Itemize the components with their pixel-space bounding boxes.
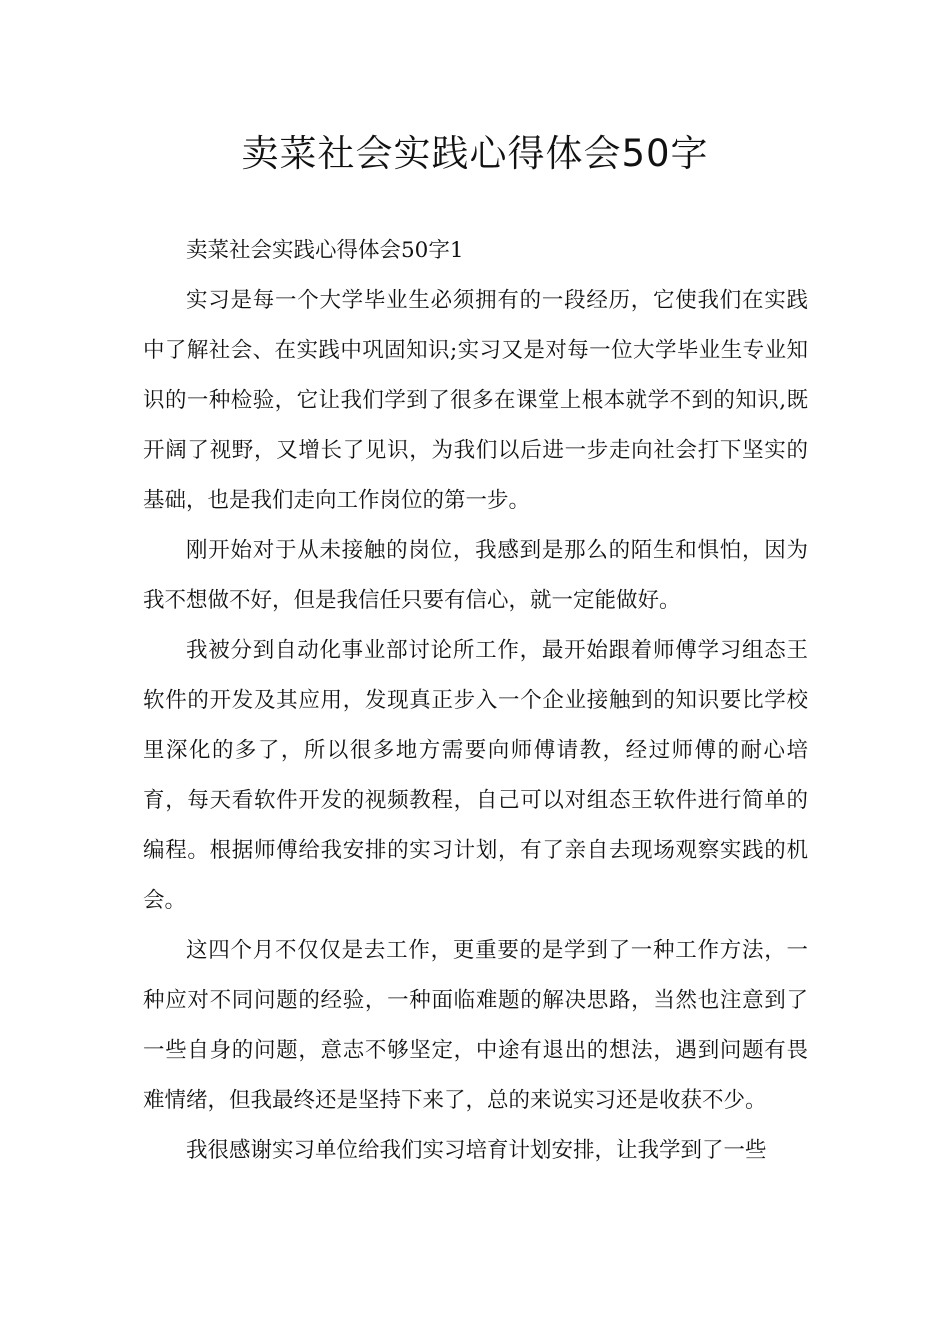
document-title: 卖菜社会实践心得体会50字 bbox=[241, 132, 709, 175]
body-paragraph-3: 我被分到自动化事业部讨论所工作，最开始跟着师傅学习组态王软件的开发及其应用，发现真正步入一个企业接触到的知识要比学校里深化的多了，所以很多地方需要向师傅请教，经过师傅的耐心培育，每天看软件开发的视频教程，自己可以对组态王软件进行简单的编程。根据师傅给我安排的实习计划，有了亲自去现场观察实践的机会。 bbox=[143, 638, 808, 913]
body-paragraph-2: 刚开始对于从未接触的岗位，我感到是那么的陌生和惧怕，因为我不想做不好，但是我信任只要有信心，就一定能做好。 bbox=[143, 538, 808, 613]
document-body bbox=[143, 226, 808, 1176]
body-paragraph-4: 这四个月不仅仅是去工作，更重要的是学到了一种工作方法，一种应对不同问题的经验，一种面临难题的解决思路，当然也注意到了一些自身的问题，意志不够坚定，中途有退出的想法，遇到问题有畏难情绪，但我最终还是坚持下来了，总的来说实习还是收获不少。 bbox=[143, 938, 808, 1113]
body-paragraph-5: 我很感谢实习单位给我们实习培育计划安排，让我学到了一些 bbox=[186, 1138, 767, 1163]
body-paragraph-1: 实习是每一个大学毕业生必须拥有的一段经历，它使我们在实践中了解社会、在实践中巩固知识;实习又是对每一位大学毕业生专业知识的一种检验，它让我们学到了很多在课堂上根本就学不到的知识,既开阔了视野，又增长了见识，为我们以后进一步走向社会打下坚实的基础，也是我们走向工作岗位的第一步。 bbox=[143, 288, 808, 513]
section-heading: 卖菜社会实践心得体会50字1 bbox=[186, 238, 464, 263]
